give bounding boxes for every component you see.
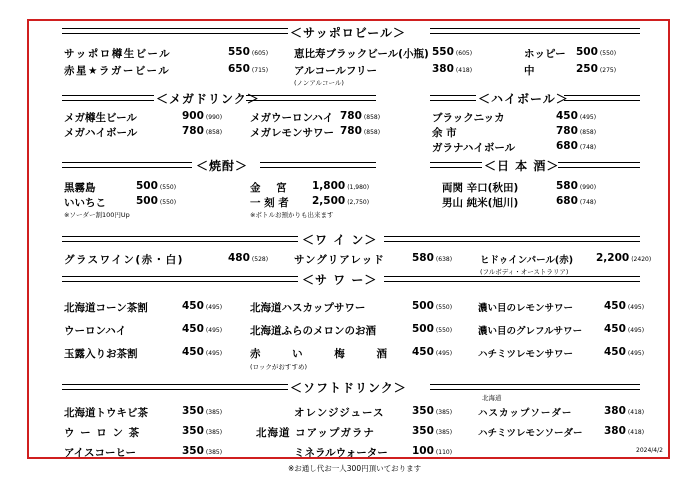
mega-item-price: 780 (858) xyxy=(182,125,223,137)
section-title-sake: ＜日 本 酒＞ xyxy=(484,159,560,173)
sour-item-note: (ロックがおすすめ) xyxy=(250,363,308,371)
menu-date: 2024/4/2 xyxy=(636,447,663,454)
wine-item-price: 580 (638) xyxy=(412,252,453,264)
mega-item-price: 780 (858) xyxy=(340,110,381,122)
soft-item-note: 北海道 xyxy=(482,394,502,402)
section-title-shochu: ＜焼酎＞ xyxy=(196,159,249,173)
mega-item-price: 780 (858) xyxy=(340,125,381,137)
section-title-sapporo: ＜サッポロビール＞ xyxy=(290,26,407,40)
beer-item-price: 380 (418) xyxy=(432,63,473,75)
section-title-wine: ＜ワ イ ン＞ xyxy=(302,233,378,247)
shochu-item-name: いいちこ xyxy=(64,197,106,209)
sour-item-price: 500 (550) xyxy=(412,300,453,312)
mega-item-price: 900 (990) xyxy=(182,110,223,122)
shochu-item-price: 2,500 (2,750) xyxy=(312,195,370,207)
sour-item-name: 北海道ハスカップサワー xyxy=(250,302,366,314)
header-rule xyxy=(62,95,154,101)
sake-item-price: 680 (748) xyxy=(556,195,597,207)
sour-item-price: 450 (495) xyxy=(604,346,645,358)
wine-item-price: 2,200 (2420) xyxy=(596,252,652,264)
sour-item-price: 450 (495) xyxy=(604,300,645,312)
footer-note: ※お通し代お一人300円頂いております xyxy=(288,464,422,473)
soft-item-price: 350 (385) xyxy=(182,405,223,417)
soft-item-price: 380 (418) xyxy=(604,405,645,417)
header-rule xyxy=(384,236,640,242)
beer-item-price: 650 (715) xyxy=(228,63,269,75)
mega-item-name: メガレモンサワー xyxy=(250,127,334,139)
sour-item-name: 北海道コーン茶割 xyxy=(64,302,148,314)
wine-item-name: サングリアレッド xyxy=(294,254,385,266)
sour-item-name: 玉露入りお茶割 xyxy=(64,348,138,360)
soft-item-name: オレンジジュース xyxy=(294,407,385,419)
beer-item-name: ホッピー xyxy=(524,48,566,60)
sour-item-name: 濃い目のレモンサワー xyxy=(478,303,574,314)
header-rule xyxy=(62,28,288,34)
shochu-note: ※ソーダー割100円Up xyxy=(64,211,130,219)
wine-item-note: (フルボディ・オーストラリア) xyxy=(480,268,569,276)
shochu-item-name: 黒霧島 xyxy=(64,182,96,194)
soft-item-price: 380 (418) xyxy=(604,425,645,437)
sour-item-name: ウーロンハイ xyxy=(64,325,127,337)
sour-item-name: 濃い目のグレフルサワー xyxy=(478,326,583,337)
header-rule xyxy=(384,276,640,282)
sour-item-price: 450 (495) xyxy=(412,346,453,358)
shochu-note: ※ボトルお預かりも出来ます xyxy=(250,211,334,219)
header-rule xyxy=(62,276,298,282)
section-title-sour: ＜サ ワ ー＞ xyxy=(302,273,378,287)
header-rule xyxy=(62,162,192,168)
sake-item-name: 両関 辛口(秋田) xyxy=(442,182,519,194)
soft-item-price: 350 (385) xyxy=(182,425,223,437)
soft-item-price: 350 (385) xyxy=(412,405,453,417)
sour-item-name: ハチミツレモンサワー xyxy=(478,349,574,360)
soft-item-name: 北海道 コアップガラナ xyxy=(256,427,375,439)
highball-item-name: ガラナハイボール xyxy=(432,142,516,154)
soft-item-price: 350 (385) xyxy=(412,425,453,437)
section-title-soft: ＜ソフトドリンク＞ xyxy=(290,381,407,395)
beer-item-price: 550 (605) xyxy=(432,46,473,58)
header-rule xyxy=(430,95,476,101)
sour-item-price: 450 (495) xyxy=(182,300,223,312)
sour-item-price: 500 (550) xyxy=(412,323,453,335)
wine-item-price: 480 (528) xyxy=(228,252,269,264)
wine-item-name: グラスワイン(赤・白) xyxy=(64,254,184,266)
soft-item-name: アイスコーヒー xyxy=(64,447,137,459)
beer-item-name: 中 xyxy=(524,65,535,77)
header-rule xyxy=(260,162,376,168)
shochu-item-price: 500 (550) xyxy=(136,195,177,207)
header-rule xyxy=(564,95,640,101)
header-rule xyxy=(62,384,288,390)
soft-item-name: ウ ー ロ ン 茶 xyxy=(64,427,141,439)
header-rule xyxy=(430,162,482,168)
highball-item-name: 余 市 xyxy=(432,127,457,139)
sour-item-price: 450 (495) xyxy=(182,346,223,358)
beer-item-name: 恵比寿ブラックビール(小瓶) xyxy=(294,48,429,60)
section-title-highball: ＜ハイボール＞ xyxy=(478,92,569,106)
beer-item-note: (ノンアルコール) xyxy=(294,79,344,87)
soft-item-price: 350 (385) xyxy=(182,445,223,457)
mega-item-name: メガ樽生ビール xyxy=(64,112,137,124)
sour-item-name: 赤 い 梅 酒 xyxy=(250,348,401,360)
mega-item-name: メガハイボール xyxy=(64,127,138,139)
sour-item-name: 北海道ふらのメロンのお酒 xyxy=(250,325,376,337)
sour-item-price: 450 (495) xyxy=(182,323,223,335)
header-rule xyxy=(62,236,298,242)
shochu-item-name: 一 刻 者 xyxy=(250,197,289,209)
beer-item-price: 500 (550) xyxy=(576,46,617,58)
header-rule xyxy=(430,384,640,390)
highball-item-price: 680 (748) xyxy=(556,140,597,152)
soft-item-price: 100 (110) xyxy=(412,445,453,457)
soft-item-name: ミネラルウォーター xyxy=(294,447,388,459)
wine-item-name: ヒドゥインパール(赤) xyxy=(480,255,574,266)
highball-item-price: 450 (495) xyxy=(556,110,597,122)
shochu-item-price: 1,800 (1,980) xyxy=(312,180,370,192)
header-rule xyxy=(246,95,376,101)
section-title-mega: ＜メガドリンク＞ xyxy=(156,92,260,106)
sake-item-price: 580 (990) xyxy=(556,180,597,192)
shochu-item-name: 金 宮 xyxy=(250,182,293,194)
beer-item-price: 250 (275) xyxy=(576,63,617,75)
beer-item-price: 550 (605) xyxy=(228,46,269,58)
header-rule xyxy=(558,162,640,168)
sake-item-name: 男山 純米(旭川) xyxy=(442,197,519,209)
sour-item-price: 450 (495) xyxy=(604,323,645,335)
highball-item-price: 780 (858) xyxy=(556,125,597,137)
mega-item-name: メガウーロンハイ xyxy=(250,112,334,124)
shochu-item-price: 500 (550) xyxy=(136,180,177,192)
soft-item-name: ハチミツレモンソーダー xyxy=(478,428,583,439)
highball-item-name: ブラックニッカ xyxy=(432,112,505,124)
header-rule xyxy=(430,28,640,34)
beer-item-name: アルコールフリー xyxy=(294,65,377,77)
beer-item-name: サッポロ樽生ビール xyxy=(64,48,172,60)
soft-item-name: 北海道トウキビ茶 xyxy=(64,407,148,419)
beer-item-name: 赤星★ラガービール xyxy=(64,65,171,77)
soft-item-name: ハスカップソーダー xyxy=(478,408,573,419)
